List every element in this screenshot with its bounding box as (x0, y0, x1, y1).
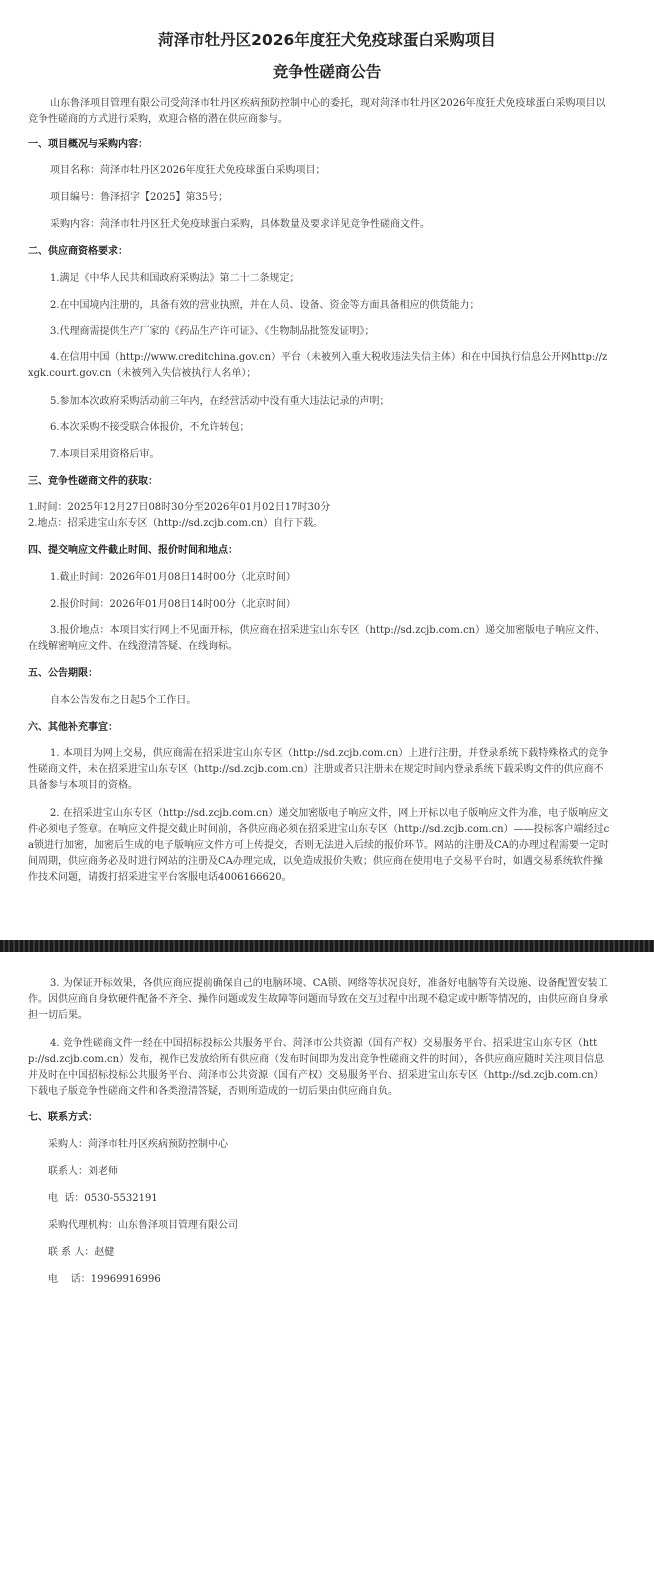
section-3-heading: 三、竞争性磋商文件的获取： (28, 476, 158, 487)
notice-title: 菏泽市牡丹区2026年度狂犬免疫球蛋白采购项目 (158, 31, 496, 49)
document-page-2 (0, 952, 654, 1580)
page-separator (0, 940, 654, 952)
quote-place: 3.报价地点：本项目实行网上不见面开标，供应商在招采进宝山东专区（http://sd.zcjb.com.cn）递交加密版电子响应文件、在线解密响应文件、在线澄清答疑、在线询标。 (28, 625, 606, 652)
project-number: 项目编号：鲁泽招字【2025】第35号； (50, 192, 229, 203)
section-1-heading: 一、项目概况与采购内容： (28, 139, 148, 150)
submission-deadline: 1.截止时间：2026年01月08日14时00分（北京时间） (50, 572, 296, 583)
agency-contact: 联 系 人：赵健 (48, 1247, 115, 1258)
buyer-phone: 电 话：0530-5532191 (48, 1193, 158, 1204)
agency-name: 采购代理机构：山东鲁泽项目管理有限公司 (48, 1220, 238, 1231)
agency-phone: 电 话：19969916996 (48, 1274, 161, 1285)
supplement-paragraph: 4. 竞争性磋商文件一经在中国招标投标公共服务平台、菏泽市公共资源（国有产权）交易服务平台、招采进宝山东专区（http://sd.zcjb.com.cn）发布，视作已发放给所有供应商（发布时间即为发出竞争性磋商文件的时间），各供应商应随时关注项目信息并及时在中国招标投标公共服务平台、菏泽市公共资源（国有产权）交易服务平台、招采进宝山东专区（http://sd.zcjb.com.cn）下载电子版竞争性磋商文件和各类澄清答疑，否则所造成的一切后果由供应商自负。 (28, 1038, 605, 1097)
notice-period: 自本公告发布之日起5个工作日。 (50, 695, 197, 706)
qualification-item: 7.本项目采用资格后审。 (50, 449, 160, 460)
quote-time: 2.报价时间：2026年01月08日14时00分（北京时间） (50, 599, 296, 610)
qualification-item: 5.参加本次政府采购活动前三年内，在经营活动中没有重大违法记录的声明； (50, 396, 390, 407)
procurement-content: 采购内容：菏泽市牡丹区狂犬免疫球蛋白采购，具体数量及要求详见竞争性磋商文件。 (50, 219, 430, 230)
supplement-paragraph: 1. 本项目为网上交易，供应商需在招采进宝山东专区（http://sd.zcjb.com.cn）上进行注册，并登录系统下载特殊格式的竞争性磋商文件，未在招采进宝山东专区（http://sd.zcjb.com.cn）注册或者只注册未在规定时间内登录系统下载采购文件的供应商不具备参与本项目的资格。 (28, 748, 609, 791)
download-place: 2.地点：招采进宝山东专区（http://sd.zcjb.com.cn）自行下载。 (28, 518, 324, 529)
qualification-item: 3.代理商需提供生产厂家的《药品生产许可证》、《生物制品批签发证明》； (50, 326, 375, 337)
section-7-heading: 七、联系方式： (28, 1112, 98, 1123)
buyer-contact: 联系人：刘老师 (48, 1166, 118, 1177)
supplement-paragraph: 3. 为保证开标效果，各供应商应提前确保自己的电脑环境、CA锁、网络等状况良好，准备好电脑等有关设施、设备配置安装工作。因供应商自身软硬件配备不齐全、操作问题或发生故障等问题而导致在交互过程中出现不稳定或中断等情况的，由供应商自身承担一切后果。 (28, 978, 608, 1021)
buyer-name: 采购人：菏泽市牡丹区疾病预防控制中心 (48, 1139, 228, 1150)
project-name: 项目名称：菏泽市牡丹区2026年度狂犬免疫球蛋白采购项目； (50, 165, 326, 176)
qualification-item: 1.满足《中华人民共和国政府采购法》第二十二条规定； (50, 273, 300, 284)
qualification-item: 2.在中国境内注册的，具备有效的营业执照，并在人员、设备、资金等方面具备相应的供货能力； (50, 300, 480, 311)
qualification-item: 4.在信用中国（http://www.creditchina.gov.cn）平台（未被列入重大税收违法失信主体）和在中国执行信息公开网http://zxgk.court.gov.cn（未被列入失信被执行人名单）； (28, 352, 608, 379)
notice-subtitle: 竞争性磋商公告 (272, 63, 382, 81)
qualification-item: 6.本次采购不接受联合体报价，不允许转包； (50, 422, 250, 433)
intro-paragraph: 山东鲁泽项目管理有限公司受菏泽市牡丹区疾病预防控制中心的委托，现对菏泽市牡丹区2026年度狂犬免疫球蛋白采购项目以竞争性磋商的方式进行采购，欢迎合格的潜在供应商参与。 (28, 98, 606, 125)
supplement-paragraph: 2. 在招采进宝山东专区（http://sd.zcjb.com.cn）递交加密版电子响应文件，网上开标以电子版响应文件为准，电子版响应文件必须电子签章。在响应文件提交截止时间前，各供应商必须在招采进宝山东专区（http://sd.zcjb.com.cn）——投标客户端经过ca锁进行加密，加密后生成的电子版响应文件方可上传提交，否则无法进入后续的报价环节。网站的注册及CA的办理过程需要一定时间周期，供应商务必及时进行网站的注册及CA办理完成，以免造成报价失败；供应商在使用电子交易平台时，如遇交易系统软件操作技术问题，请拨打招采进宝平台客服电话4006166620。 (28, 808, 610, 883)
section-4-heading: 四、提交响应文件截止时间、报价时间和地点： (28, 545, 238, 556)
download-time: 1.时间：2025年12月27日08时30分至2026年01月02日17时30分 (28, 502, 331, 513)
section-2-heading: 二、供应商资格要求： (28, 246, 128, 257)
section-6-heading: 六、其他补充事宜： (28, 722, 118, 733)
section-5-heading: 五、公告期限： (28, 668, 98, 679)
